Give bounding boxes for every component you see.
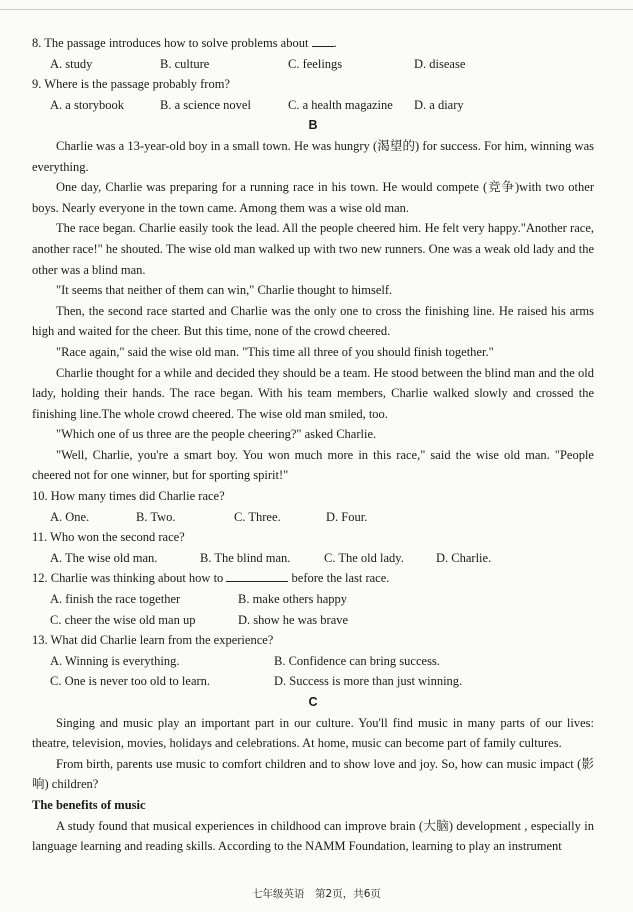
- question-12-options-row-2: [32, 610, 594, 631]
- option-c: C. feelings: [288, 56, 343, 71]
- passage-c-paragraph: A study found that musical experiences in childhood can improve brain (大脑) development , especially in language learning and reading skills. According to the NAMM Foundation, learning to play an instrument: [32, 818, 594, 854]
- question-13-options-row-2: [32, 671, 594, 692]
- passage-c-paragraph: From birth, parents use music to comfort children and to show love and joy. So, how can music impact (影响) children?: [32, 756, 594, 792]
- passage-b-paragraph: Charlie was a 13-year-old boy in a small town. He was hungry (渴望的) for success. For him, winning was everything.: [32, 138, 594, 174]
- option-b: B. a science novel: [160, 97, 251, 112]
- question-8: [32, 33, 594, 54]
- passage-b-paragraph: One day, Charlie was preparing for a running race in his town. He would compete (竞争)with two other boys. Nearly everyone in the town came. Among them was a wise old man.: [32, 180, 594, 215]
- question-11-stem: 11. Who won the second race?: [32, 530, 185, 545]
- question-10-stem: 10. How many times did Charlie race?: [32, 489, 225, 504]
- option-c: C. One is never too old to learn.: [50, 674, 211, 689]
- question-8-end: .: [333, 36, 337, 50]
- question-9: [32, 74, 594, 95]
- option-c: C. Three.: [234, 509, 281, 524]
- exam-page: [32, 33, 594, 857]
- question-13: [32, 630, 594, 651]
- option-d: D. Charlie.: [436, 550, 492, 565]
- option-c: C. cheer the wise old man up: [50, 612, 196, 627]
- question-9-stem: 9. Where is the passage probably from?: [32, 77, 230, 92]
- option-a: A. The wise old man.: [50, 550, 158, 565]
- option-c: C. The old lady.: [324, 550, 404, 565]
- option-a: A. finish the race together: [50, 592, 181, 607]
- page-footer: 七年级英语 第2页，共6页: [252, 888, 381, 900]
- question-8-options: [32, 54, 594, 75]
- question-13-options-row-1: [32, 651, 594, 672]
- question-13-stem: 13. What did Charlie learn from the experience?: [32, 633, 274, 648]
- section-b-label: B: [308, 118, 318, 133]
- question-12-stem-after: before the last race.: [291, 571, 390, 586]
- passage-b-paragraph: "Which one of us three are the people cheering?" asked Charlie.: [56, 427, 377, 442]
- option-a: A. study: [50, 56, 93, 71]
- passage-c-paragraph: Singing and music play an important part in our culture. You'll find music in many parts of our lives: theatre, television, movies, holidays and celebrations. At home, music can become part of family cultures.: [32, 715, 594, 751]
- answer-blank: [226, 569, 288, 582]
- question-12-stem-before: 12. Charlie was thinking about how to: [32, 571, 224, 586]
- passage-b-paragraph: "It seems that neither of them can win," Charlie thought to himself.: [56, 283, 393, 298]
- question-12: [32, 568, 594, 589]
- option-c: C. a health magazine: [288, 97, 393, 112]
- option-d: D. Four.: [326, 509, 368, 524]
- option-d: D. Success is more than just winning.: [274, 674, 463, 689]
- option-b: B. culture: [160, 56, 210, 71]
- option-d: D. show he was brave: [238, 612, 349, 627]
- passage-b-paragraph: "Race again," said the wise old man. "This time all three of you should finish together.": [56, 344, 494, 359]
- question-9-options: [32, 95, 594, 116]
- question-11-options: [32, 548, 594, 569]
- option-d: D. a diary: [414, 97, 464, 112]
- passage-b-paragraph: The race began. Charlie easily took the lead. All the people cheered him. He felt very happy."Another race, another race!" he shouted. The wise old man walked up with two new runners. One was a weak old lady and the other was a blind man.: [32, 221, 594, 277]
- question-8-stem: 8. The passage introduces how to solve problems about: [32, 36, 309, 50]
- option-b: B. Confidence can bring success.: [274, 653, 440, 668]
- option-a: A. a storybook: [50, 97, 124, 112]
- top-rule: [0, 9, 633, 10]
- answer-blank: [312, 34, 334, 47]
- option-b: B. Two.: [136, 509, 176, 524]
- section-c-label: C: [308, 695, 318, 709]
- passage-b-paragraph: "Well, Charlie, you're a smart boy. You won much more in this race," said the wise old man. "People cheered not for one winner, but for sporting spirit!": [32, 447, 594, 483]
- question-10-options: [32, 507, 594, 528]
- question-12-options-row-1: [32, 589, 594, 610]
- passage-b-paragraph: Charlie thought for a while and decided they should be a team. He stood between the blind man and the old lady, holding their hands. The race began. With his team members, Charlie walked slowly and crossed the finishing line.The whole crowd cheered. The wise old man smiled, too.: [32, 365, 594, 421]
- option-d: D. disease: [414, 56, 466, 71]
- passage-b-paragraph: Then, the second race started and Charlie was the only one to cross the finishing line. He raised his arms high and waited for the cheer. But this time, none of the crowd cheered.: [32, 303, 594, 339]
- option-a: A. One.: [50, 509, 90, 524]
- option-a: A. Winning is everything.: [50, 653, 180, 668]
- option-b: B. make others happy: [238, 592, 348, 607]
- option-b: B. The blind man.: [200, 550, 291, 565]
- question-11: [32, 527, 594, 548]
- question-10: [32, 486, 594, 507]
- passage-c-heading: The benefits of music: [32, 797, 146, 812]
